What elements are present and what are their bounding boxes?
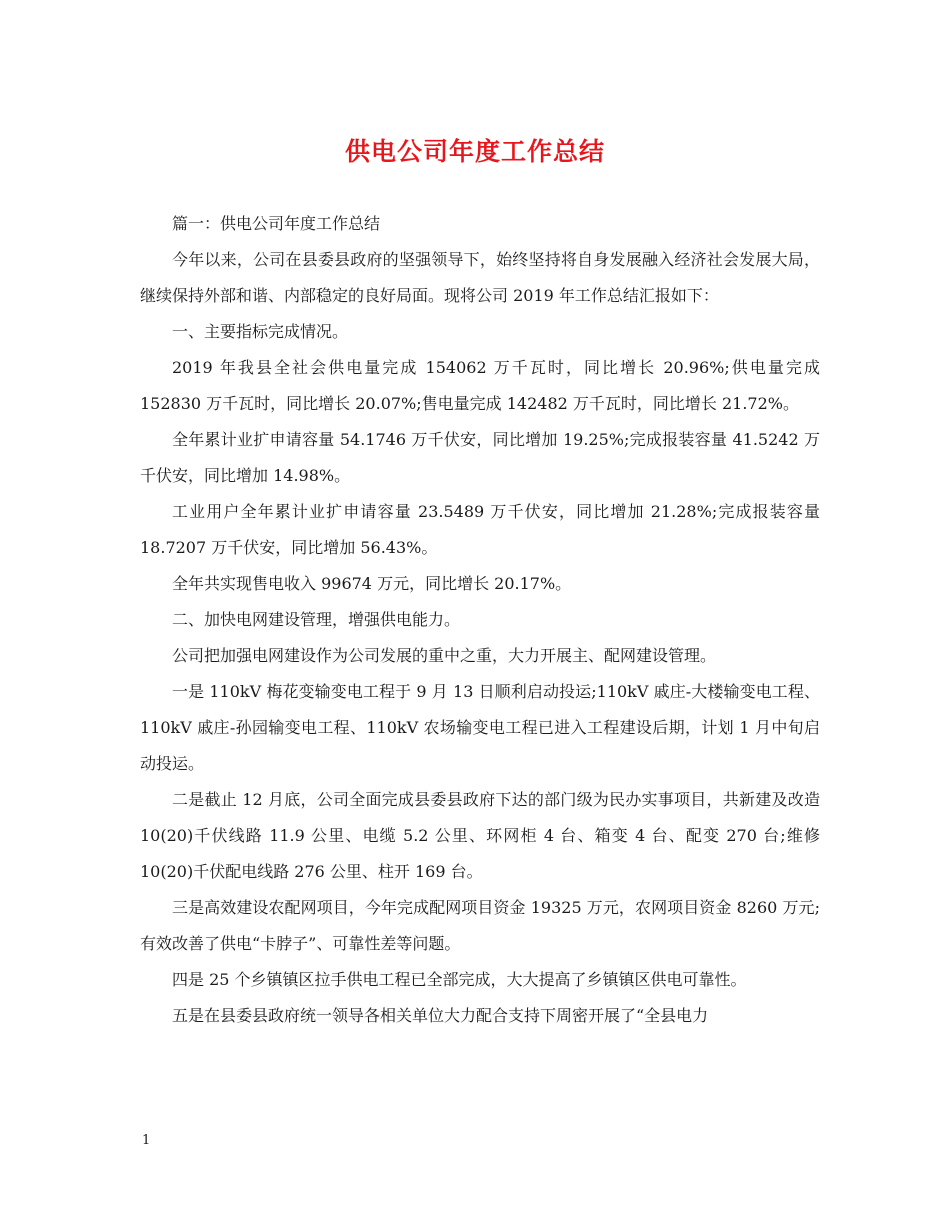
paragraph-point-2: 二是截止 12 月底，公司全面完成县委县政府下达的部门级为民办实事项目，共新建及改造 10(20)千伏线路 11.9 公里、电缆 5.2 公里、环网柜 4 台、箱变 4 台、配变 270 台;维修 10(20)千伏配电线路 276 公里、柱开 169 台。 [140,790,820,881]
paragraph-industrial: 工业用户全年累计业扩申请容量 23.5489 万千伏安，同比增加 21.28%;完成报装容量 18.7207 万千伏安，同比增加 56.43%。 [140,502,820,557]
paragraph-intro: 今年以来，公司在县委县政府的坚强领导下，始终坚持将自身发展融入经济社会发展大局，继续保持外部和谐、内部稳定的良好局面。现将公司 2019 年工作总结汇报如下： [140,250,820,305]
paragraph-point-1: 一是 110kV 梅花变输变电工程于 9 月 13 日顺利启动投运;110kV 戚庄-大楼输变电工程、110kV 戚庄-孙园输变电工程、110kV 农场输变电工程已进入工程建设后期，计划 1 月中旬启动投运。 [140,682,820,773]
section-heading-2: 二、加快电网建设管理，增强供电能力。 [172,610,461,629]
paragraph-point-5: 五是在县委县政府统一领导各相关单位大力配合支持下周密开展了“全县电力 [172,1006,709,1025]
paragraph-revenue: 全年共实现售电收入 99674 万元，同比增长 20.17%。 [172,574,572,593]
page-number: 1 [142,1133,151,1148]
paragraph-point-3: 三是高效建设农配网项目，今年完成配网项目资金 19325 万元，农网项目资金 8260 万元;有效改善了供电“卡脖子”、可靠性差等问题。 [140,898,820,953]
paragraph-point-4: 四是 25 个乡镇镇区拉手供电工程已全部完成，大大提高了乡镇镇区供电可靠性。 [172,970,747,989]
document-body [140,206,820,1034]
paragraph-capacity: 全年累计业扩申请容量 54.1746 万千伏安，同比增加 19.25%;完成报装容量 41.5242 万千伏安，同比增加 14.98%。 [140,430,820,485]
section-heading-1: 一、主要指标完成情况。 [172,322,349,341]
document-title: 供电公司年度工作总结 [344,137,605,166]
paragraph-grid-intro: 公司把加强电网建设作为公司发展的重中之重，大力开展主、配网建设管理。 [172,646,717,665]
section-heading-chapter: 篇一：供电公司年度工作总结 [172,214,381,233]
paragraph-supply: 2019 年我县全社会供电量完成 154062 万千瓦时，同比增长 20.96%;供电量完成 152830 万千瓦时，同比增长 20.07%;售电量完成 142482 万千瓦时，同比增长 21.72%。 [140,358,820,413]
